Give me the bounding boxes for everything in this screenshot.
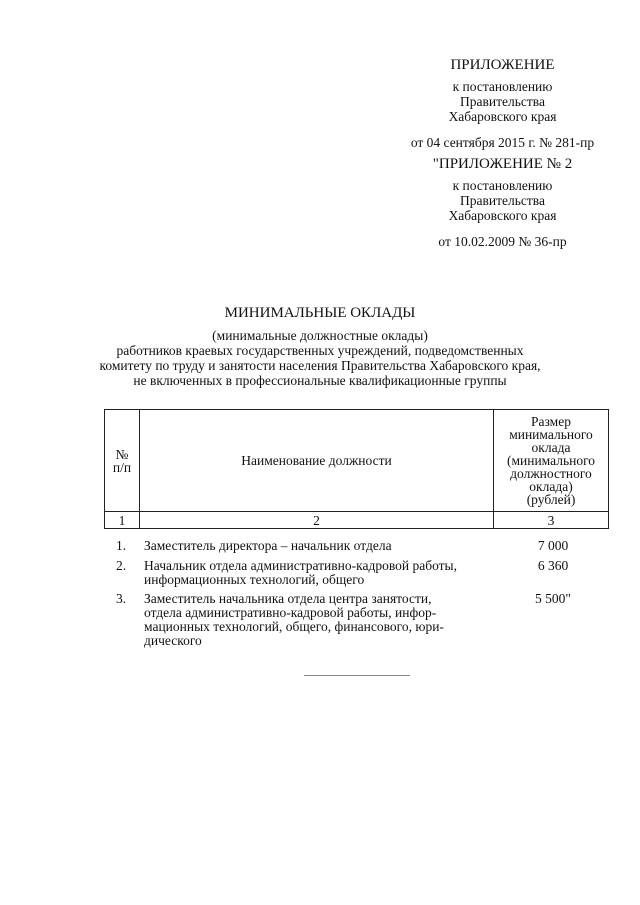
row-1-position bbox=[144, 539, 490, 553]
document-title: МИНИМАЛЬНЫЕ ОКЛАДЫ bbox=[224, 305, 416, 321]
column-number-1: 1 bbox=[105, 512, 140, 529]
subtitle-line-4: не включенных в профессиональные квалификационные группы bbox=[133, 373, 507, 388]
appendix-2-line-1: к постановлению bbox=[452, 178, 553, 193]
appendix-2-line-3: Хабаровского края bbox=[448, 208, 557, 223]
row-1-number: 1. bbox=[116, 538, 127, 553]
appendix-2-date: от 10.02.2009 № 36-пр bbox=[438, 234, 567, 249]
appendix-1-title: ПРИЛОЖЕНИЕ bbox=[450, 57, 555, 73]
appendix-1-line-2: Правительства bbox=[460, 94, 545, 109]
document-title-block bbox=[80, 306, 560, 388]
row-3-position-line-4: дического bbox=[144, 633, 202, 648]
header-salary-line-3: оклада bbox=[531, 440, 571, 455]
appendix-1-line-1: к постановлению bbox=[452, 79, 553, 94]
appendix-2-block bbox=[395, 157, 610, 249]
subtitle-line-1: (минимальные должностные оклады) bbox=[212, 328, 428, 343]
header-salary-line-4: (минимального bbox=[506, 453, 596, 468]
header-salary-line-5: должностного bbox=[510, 466, 592, 481]
table-row bbox=[116, 559, 616, 589]
row-2-salary: 6 360 bbox=[537, 558, 569, 573]
column-number-2: 2 bbox=[140, 512, 494, 529]
row-2-number: 2. bbox=[116, 558, 127, 573]
row-2-position-line-1: Начальник отдела административно-кадровой работы, bbox=[144, 558, 458, 573]
subtitle-line-2: работников краевых государственных учреждений, подведомственных bbox=[116, 343, 524, 358]
row-1-position-line-1: Заместитель директора – начальник отдела bbox=[144, 538, 392, 553]
row-1-salary: 7 000 bbox=[537, 538, 569, 553]
row-2-position bbox=[144, 559, 490, 587]
row-3-salary: 5 500" bbox=[535, 591, 571, 606]
table-row bbox=[116, 539, 616, 555]
header-position-cell bbox=[140, 410, 494, 512]
row-2-position-line-2: информационных технологий, общего bbox=[144, 572, 365, 587]
header-salary-line-6: оклада) bbox=[529, 479, 573, 494]
appendix-1-line-3: Хабаровского края bbox=[448, 109, 557, 124]
header-position: Наименование должности bbox=[241, 453, 392, 468]
row-3-position-line-3: мационных технологий, общего, финансового, юри- bbox=[144, 619, 444, 634]
header-salary-line-7: (рублей) bbox=[526, 492, 576, 507]
subtitle-line-3: комитету по труду и занятости населения Правительства Хабаровского края, bbox=[99, 358, 541, 373]
appendix-1-block bbox=[395, 58, 610, 150]
salary-table-header bbox=[104, 409, 609, 529]
appendix-2-title: "ПРИЛОЖЕНИЕ № 2 bbox=[432, 156, 573, 172]
header-salary-line-1: Размер bbox=[531, 414, 571, 429]
appendix-2-line-2: Правительства bbox=[460, 193, 545, 208]
header-num-line-1: № bbox=[115, 446, 129, 462]
header-salary-cell bbox=[494, 410, 609, 512]
header-num-line-2: п/п bbox=[112, 459, 132, 475]
end-separator-line bbox=[304, 675, 410, 676]
row-3-position-line-2: отдела административно-кадровой работы, инфор- bbox=[144, 605, 437, 620]
row-3-position bbox=[144, 592, 490, 648]
table-row bbox=[116, 592, 616, 650]
header-salary-line-2: минимального bbox=[509, 427, 593, 442]
header-num-cell bbox=[105, 410, 140, 512]
column-number-3: 3 bbox=[494, 512, 609, 529]
row-3-number: 3. bbox=[116, 591, 127, 606]
row-3-position-line-1: Заместитель начальника отдела центра занятости, bbox=[144, 591, 432, 606]
appendix-1-date: от 04 сентября 2015 г. № 281-пр bbox=[410, 135, 595, 150]
